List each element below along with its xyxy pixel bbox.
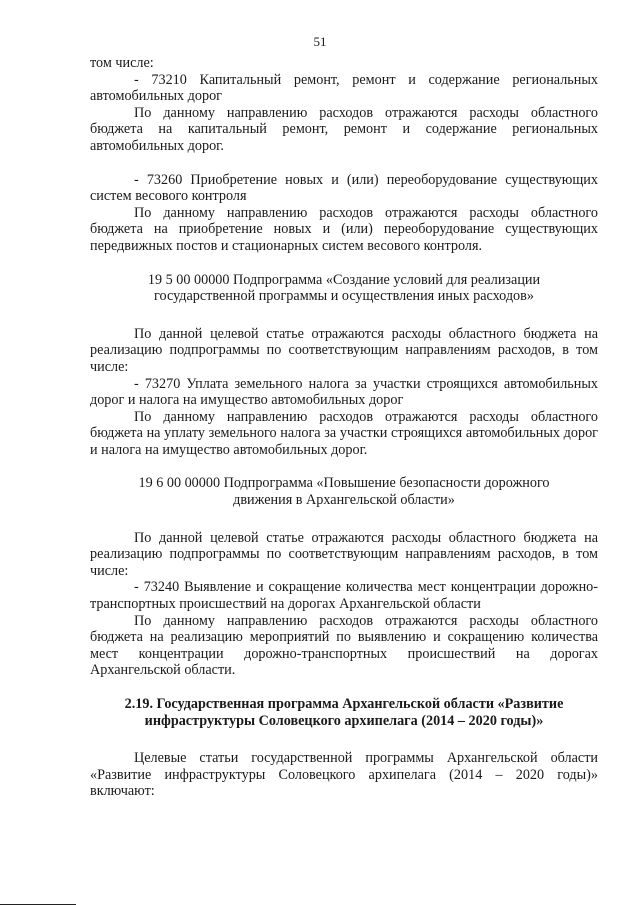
list-item-73210: - 73210 Капитальный ремонт, ремонт и содержание региональных автомобильных дорог [90, 71, 598, 105]
list-item-73260: - 73260 Приобретение новых и (или) переоборудование существующих систем весового контроля [90, 171, 598, 205]
document-body [90, 55, 598, 800]
page-number: 51 [313, 34, 327, 49]
paragraph-intro: том числе: [90, 55, 154, 71]
paragraph-73270-description: По данному направлению расходов отражаются расходы областного бюджета на уплату земельного налога за участки строящихся автомобильных дорог и налога на имущество автомобильных дорог. [90, 408, 598, 458]
list-item-73270: - 73270 Уплата земельного налога за участки строящихся автомобильных дорог и налога на имущество автомобильных дорог [90, 375, 598, 409]
paragraph-73240-description: По данному направлению расходов отражаются расходы областного бюджета на реализацию мероприятий по выявлению и сокращению количества мест концентрации дорожно-транспортных происшествий на дорогах Архангельской области. [90, 612, 598, 679]
section-heading-2-19: 2.19. Государственная программа Архангельской области «Развитие инфраструктуры Соловецкого архипелага (2014 – 2020 годы)» [124, 696, 564, 729]
paragraph-73260-description: По данному направлению расходов отражаются расходы областного бюджета на приобретение новых и (или) переоборудование существующих передвижных постов и стационарных систем весового контроля. [90, 204, 598, 254]
list-item-73240: - 73240 Выявление и сокращение количества мест концентрации дорожно-транспортных происшествий на дорогах Архангельской области [90, 579, 598, 613]
subprogram-heading-19-6: 19 6 00 00000 Подпрограмма «Повышение безопасности дорожного движения в Архангельской области» [138, 475, 550, 509]
paragraph-2-19-intro: Целевые статьи государственной программы Архангельской области «Развитие инфраструктуры Соловецкого архипелага (2014 – 2020 годы)» включают: [90, 750, 598, 800]
paragraph-73210-description: По данному направлению расходов отражаются расходы областного бюджета на капитальный ремонт, ремонт и содержание региональных автомобильных дорог. [90, 104, 598, 154]
subprogram-heading-19-5: 19 5 00 00000 Подпрограмма «Создание условий для реализации государственной программы и осуществления иных расходов» [147, 271, 541, 305]
paragraph-19-5-description: По данной целевой статье отражаются расходы областного бюджета на реализацию подпрограммы по соответствующим направлениям расходов, в том числе: [90, 325, 598, 375]
paragraph-19-6-description: По данной целевой статье отражаются расходы областного бюджета на реализацию подпрограммы по соответствующим направлениям расходов, в том числе: [90, 529, 598, 579]
